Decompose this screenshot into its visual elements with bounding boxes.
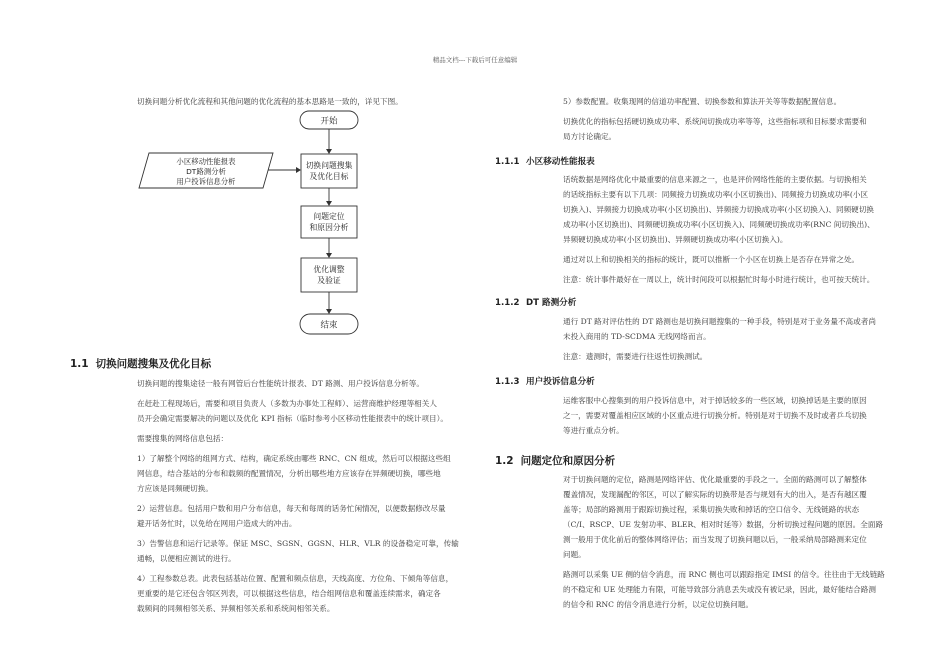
left-p3: 需要搜集的网络信息包括：	[137, 434, 229, 443]
right-p8-line-2: 之一，需要对覆盖相应区域的小区重点进行切换分析。特别是对于切换不及时或者乒乓切换	[563, 411, 867, 420]
page-header: 精品文档---下载后可任意编辑	[432, 56, 518, 64]
right-p10-line-1: 路测可以采集 UE 侧的信令消息，而 RNC 侧也可以跟踪指定 IMSI 的信令。往往由于无线链路	[563, 570, 885, 579]
left-p7-line-2: 更重要的是它还包含邻区列表，可以根据这些信息，结合组网信息和覆盖连续需求，确定各	[137, 589, 441, 598]
right-p3-line-5: 异频硬切换成功率(小区切换出)、异频硬切换成功率(小区切换入)。	[563, 235, 788, 244]
right-p7: 注意：遗测时，需要进行往返性切换测试。	[563, 352, 708, 361]
flow-step-optimize	[301, 258, 357, 292]
flow-step-locate-line-1: 问题定位	[313, 212, 345, 221]
section-1-2-number: 1.2	[495, 455, 514, 467]
flow-arrowhead-2	[326, 201, 332, 206]
right-p10-line-3: 的信令和 RNC 的信令消息进行分析，以定位切换问题。	[563, 600, 754, 609]
section-1-1-2-heading	[495, 296, 576, 308]
right-p9-line-3: 盖等；局部的路测用于跟踪切换过程，采集切换失败和掉话的空口信令、无线链路的状态	[563, 505, 860, 514]
flow-end-label: 结束	[320, 320, 338, 331]
right-p2-line-2: 局方讨论确定。	[563, 132, 617, 141]
left-p4-line-2: 网信息，结合基站的分布和载频的配置情况，分析出哪些地方应该存在异频硬切换，哪些地	[137, 469, 441, 478]
section-1-1-1-heading	[495, 155, 595, 167]
left-p7-line-1: 4）工程参数总表。此表包括基站位置、配置和频点信息，天线高度、方位角、下倾角等信息，	[137, 574, 454, 583]
flow-arrowhead-3	[326, 253, 332, 258]
right-p5: 注意：统计事件最好在一周以上，统计时间段可以根据忙时每小时进行统计，也可按天统计。	[563, 275, 875, 284]
section-1-1-2-title: DT 路测分析	[526, 298, 577, 308]
intro-text: 切换问题分析优化流程和其他问题的优化流程的基本思路是一致的，详见下图。	[137, 97, 403, 106]
section-1-1-heading	[70, 356, 211, 371]
flow-arrowhead-4	[326, 309, 332, 314]
left-p2-line-2: 员开会确定需要解决的问题以及优化 KPI 指标（临时参考小区移动性能报表中的统计项目）。	[137, 414, 448, 423]
right-p3-line-3: 切换入)、异频接力切换成功率(小区切换出)、异频接力切换成功率(小区切换入)、同频硬切换	[563, 205, 874, 214]
flow-input-line-2: DT路测分析	[186, 167, 226, 176]
flow-arrowhead-1	[326, 149, 332, 154]
right-p4: 通过对以上和切换相关的指标的统计，既可以推断一个小区在切换上是否存在异常之处。	[563, 255, 860, 264]
right-p8-line-1: 运维客服中心搜集到的用户投诉信息中，对于掉话较多的一些区域，切换掉话是主要的原因	[563, 396, 867, 405]
right-p3-line-4: 成功率(小区切换出)、同频硬切换成功率(小区切换入)、同频硬切换成功率(RNC 间切换出)、	[563, 220, 875, 229]
right-p9-line-1: 对于切换问题的定位，路测是网络评估、优化最重要的手段之一。全面的路测可以了解整体	[563, 475, 867, 484]
right-p9-line-6: 问题。	[563, 550, 586, 559]
right-p3-line-2: 的话统指标主要有以下几项：同频接力切换成功率(小区切换出)、同频接力切换成功率(小区	[563, 190, 869, 199]
right-p8-line-3: 等进行重点分析。	[563, 426, 624, 435]
flow-step-collect	[301, 154, 357, 188]
left-p2-line-1: 在赶赴工程现场后，需要和项目负责人（多数为办事处工程师）、运营商维护经理等相关人	[137, 399, 437, 408]
section-1-1-number: 1.1	[70, 358, 89, 370]
flow-step-locate-line-2: 和原因分析	[309, 223, 349, 232]
right-p1: 5）参数配置。收集现网的信道功率配置、切换参数和算法开关等等数据配置信息。	[563, 97, 842, 106]
right-p6-line-1: 通行 DT 路对评估性的 DT 路测也是切换问题搜集的一种手段，特别是对于业务量不高或者尚	[563, 317, 876, 326]
flow-step-collect-line-1: 切换问题搜集	[305, 161, 353, 170]
flow-start-label: 开始	[320, 116, 338, 127]
right-p9-line-2: 覆盖情况，发现漏配的邻区，可以了解实际的切换带是否与规划有大的出入，是否有越区覆	[563, 490, 867, 499]
flow-step-optimize-line-2: 及验证	[317, 276, 341, 285]
right-p9-line-4: （C/I、RSCP、UE 发射功率、BLER、相对时延等）数据，分析切换过程问题的原因。全面路	[563, 520, 884, 529]
left-p4-line-1: 1）了解整个网络的组网方式、结构，确定系统由哪些 RNC、CN 组成，然后可以根据这些组	[137, 454, 451, 463]
section-1-2-heading	[495, 453, 615, 468]
flow-step-locate	[301, 206, 357, 238]
left-p6-line-2: 通畅，以便相应测试的进行。	[137, 554, 236, 563]
right-p3-line-1: 话统数据是网络优化中最重要的信息来源之一，也是评价网络性能的主要依据。与切换相关	[563, 175, 867, 184]
section-1-1-1-title: 小区移动性能报表	[526, 157, 595, 167]
right-s12-body	[563, 472, 885, 612]
flow-input-line-1: 小区移动性能报表	[176, 157, 236, 166]
left-p7-line-3: 载频间的同频相邻关系、异频相邻关系和系统间相邻关系。	[137, 604, 335, 613]
right-p2-line-1: 切换优化的指标包括硬切换成功率、系统间切换成功率等等，这些指标项和目标要求需要和	[563, 117, 867, 126]
flow-input-line-3: 用户投诉信息分析	[176, 177, 236, 186]
flow-step-collect-line-2: 及优化目标	[309, 172, 349, 181]
left-p1: 切换问题的搜集途径一般有网管后台性能统计报表、DT 路测、用户投诉信息分析等。	[137, 379, 424, 388]
right-p6-line-2: 未投入商用的 TD-SCDMA 无线网络而言。	[563, 332, 711, 341]
section-1-1-title: 切换问题搜集及优化目标	[95, 358, 212, 370]
right-top-body	[563, 94, 867, 144]
right-s113-body	[563, 393, 867, 438]
right-s112-body	[563, 314, 876, 364]
right-s111-body	[563, 172, 875, 287]
section-1-1-1-number: 1.1.1	[495, 157, 520, 167]
right-p9-line-5: 测一般用于优化前后的整体网络评估；而当发现了切换问题以后，一般采纳局部路测来定位	[563, 535, 867, 544]
left-p6-line-1: 3）告警信息和运行记录等。保证 MSC、SGSN、GGSN、HLR、VLR 的设备稳定可靠，传输	[137, 539, 459, 548]
flowchart	[135, 105, 385, 343]
section-1-1-3-number: 1.1.3	[495, 377, 520, 387]
section-1-1-3-title: 用户投诉信息分析	[526, 377, 595, 387]
left-p5-line-1: 2）运营信息。包括用户数和用户分布信息，每天和每周的话务忙闲情况，以便数据修改尽量	[137, 504, 446, 513]
right-p10-line-2: 的不稳定和 UE 处理能力有限，可能导致部分消息丢失或没有被记录，因此，最好能结合路测	[563, 585, 876, 594]
left-body	[137, 376, 459, 616]
flow-arrowhead-input	[296, 167, 301, 173]
left-p5-line-2: 避开话务忙时，以免给在网用户造成大的冲击。	[137, 519, 297, 528]
flow-step-optimize-line-1: 优化调整	[313, 265, 345, 274]
section-1-1-2-number: 1.1.2	[495, 298, 520, 308]
left-p4-line-3: 方应该是同频硬切换。	[137, 484, 213, 493]
section-1-1-3-heading	[495, 375, 595, 387]
section-1-2-title: 问题定位和原因分析	[520, 455, 616, 467]
